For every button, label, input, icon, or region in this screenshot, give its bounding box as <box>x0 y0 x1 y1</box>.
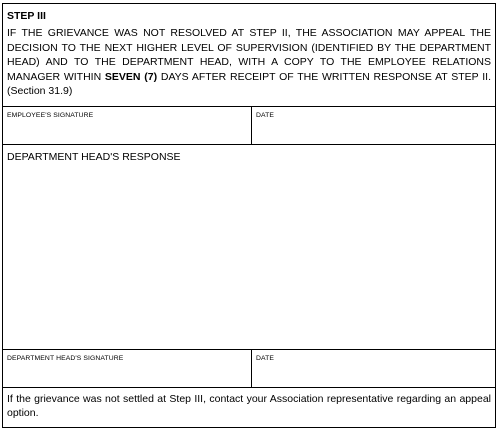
step-instructions-part1: IF THE GRIEVANCE WAS NOT RESOLVED AT STEP II, THE ASSOCIATION MAY APPEAL THE DECISION TO THE NEXT HIGHER LEVEL OF SUPERVISION (IDENTIFIED BY THE DEPARTMENT HEAD) AND TO THE DEPARTMENT HEAD, WITH A COPY TO THE EMPLOYEE RELATIONS MANAGER WITHIN <box>7 27 491 83</box>
department-head-response-field[interactable] <box>3 145 495 350</box>
footer-note: If the grievance was not settled at Step III, contact your Association representative regarding an appeal option. <box>7 393 491 419</box>
employee-signature-row <box>3 107 495 145</box>
footer-section <box>3 388 495 429</box>
step-title: STEP III <box>7 10 46 22</box>
department-head-date-field[interactable] <box>252 350 495 387</box>
employee-signature-field[interactable] <box>3 107 252 144</box>
step-deadline-emphasis: SEVEN (7) <box>104 70 158 83</box>
step-instructions-part2: DAYS AFTER RECEIPT OF THE WRITTEN RESPONSE AT STEP II. (Section 31.9) <box>7 70 492 98</box>
department-head-signature-row <box>3 350 495 388</box>
employee-date-field[interactable] <box>252 107 495 144</box>
department-head-response-label: DEPARTMENT HEAD'S RESPONSE <box>7 151 181 163</box>
department-head-date-label: DATE <box>256 355 275 362</box>
step-instructions-section <box>3 4 495 107</box>
employee-signature-label: EMPLOYEE'S SIGNATURE <box>7 112 94 119</box>
step-instructions-text <box>7 26 491 99</box>
employee-date-label: DATE <box>256 112 275 119</box>
grievance-form-step-iii <box>2 3 496 428</box>
department-head-signature-label: DEPARTMENT HEAD'S SIGNATURE <box>7 355 124 362</box>
department-head-signature-field[interactable] <box>3 350 252 387</box>
